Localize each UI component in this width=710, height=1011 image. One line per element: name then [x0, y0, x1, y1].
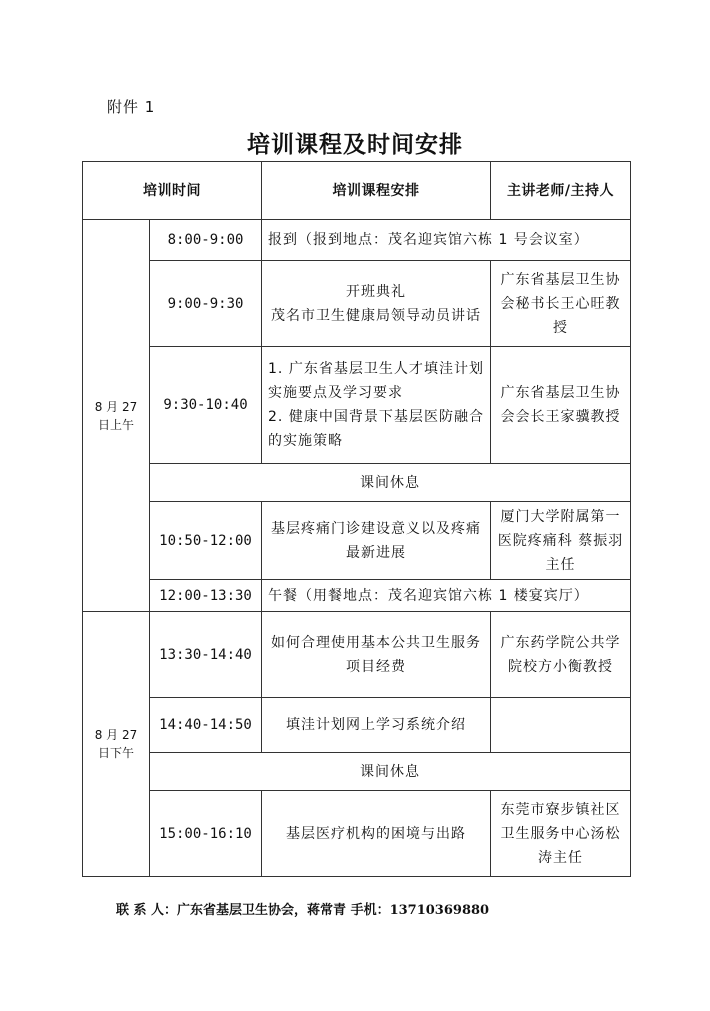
- course-cell: [262, 261, 491, 347]
- table-row: [83, 791, 631, 877]
- header-time: 培训时间: [83, 162, 262, 220]
- break-cell: 课间休息: [150, 464, 631, 502]
- page-title: 培训课程及时间安排: [247, 132, 463, 158]
- course-cell: 午餐（用餐地点：茂名迎宾馆六栋 1 楼宴宾厅）: [262, 580, 631, 612]
- course-text: 茂名市卫生健康局领导动员讲话: [271, 307, 481, 324]
- header-speaker: 主讲老师/主持人: [491, 162, 631, 220]
- course-cell: 报到（报到地点：茂名迎宾馆六栋 1 号会议室）: [262, 220, 631, 261]
- speaker-cell: 广东药学院公共学院校方小衡教授: [491, 612, 631, 698]
- course-cell: 如何合理使用基本公共卫生服务项目经费: [262, 612, 491, 698]
- table-row: [83, 580, 631, 612]
- course-cell: 基层医疗机构的困境与出路: [262, 791, 491, 877]
- table-row: [83, 753, 631, 791]
- schedule-table: [82, 161, 631, 877]
- table-row: [83, 261, 631, 347]
- time-cell: 15:00-16:10: [150, 791, 262, 877]
- speaker-cell: 广东省基层卫生协会秘书长王心旺教授: [491, 261, 631, 347]
- table-row: [83, 698, 631, 753]
- attachment-label: 附件 1: [107, 98, 156, 116]
- table-row: [83, 612, 631, 698]
- course-title: 开班典礼: [346, 283, 406, 300]
- table-row: [83, 220, 631, 261]
- time-cell: 12:00-13:30: [150, 580, 262, 612]
- table-row: [83, 347, 631, 464]
- course-cell: 填洼计划网上学习系统介绍: [262, 698, 491, 753]
- table-row: [83, 502, 631, 580]
- table-row: [83, 464, 631, 502]
- time-cell: 13:30-14:40: [150, 612, 262, 698]
- course-cell: [262, 347, 491, 464]
- header-course: 培训课程安排: [262, 162, 491, 220]
- course-cell: 基层疼痛门诊建设意义以及疼痛最新进展: [262, 502, 491, 580]
- table-header-row: [83, 162, 631, 220]
- speaker-cell: [491, 698, 631, 753]
- day-cell-morning: 8 月 27 日上午: [83, 220, 150, 612]
- speaker-cell: 广东省基层卫生协会会长王家骥教授: [491, 347, 631, 464]
- break-cell: 课间休息: [150, 753, 631, 791]
- time-cell: 14:40-14:50: [150, 698, 262, 753]
- speaker-cell: 东莞市寮步镇社区卫生服务中心汤松涛主任: [491, 791, 631, 877]
- time-cell: 8:00-9:00: [150, 220, 262, 261]
- time-cell: 10:50-12:00: [150, 502, 262, 580]
- speaker-cell: 厦门大学附属第一医院疼痛科 蔡振羽主任: [491, 502, 631, 580]
- time-cell: 9:00-9:30: [150, 261, 262, 347]
- day-cell-afternoon: 8 月 27 日下午: [83, 612, 150, 877]
- time-cell: 9:30-10:40: [150, 347, 262, 464]
- contact-line: 联 系 人：广东省基层卫生协会，蒋常青 手机：13710369880: [116, 903, 490, 918]
- course-item: 2. 健康中国背景下基层医防融合的实施策略: [268, 409, 484, 449]
- course-item: 1. 广东省基层卫生人才填洼计划实施要点及学习要求: [268, 361, 484, 401]
